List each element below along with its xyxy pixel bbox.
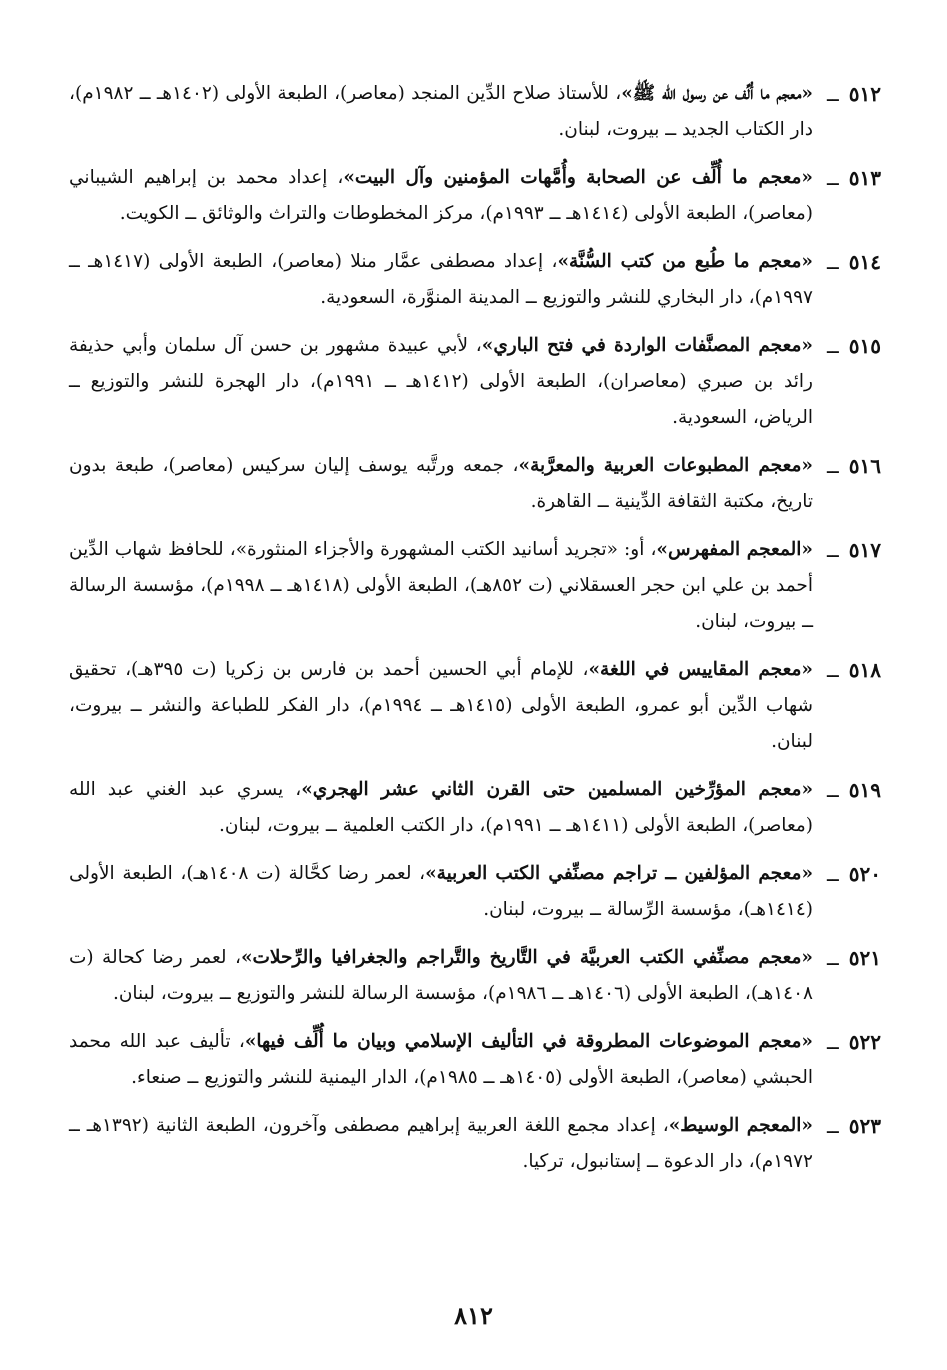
- entry-details: ، إعداد مجمع اللغة العربية إبراهيم مصطفى وآخرون، الطبعة الثانية (١٣٩٢هـ ــ ١٩٧٢م)، دار الدعوة ــ إستانبول، تركيا.: [69, 1115, 813, 1172]
- entry-dash: ــ: [827, 778, 839, 802]
- entry-text: [69, 1108, 813, 1180]
- entry-number-value: ٥١٣: [848, 166, 881, 190]
- entry-number-value: ٥٢٢: [848, 1030, 881, 1054]
- entry-dash: ــ: [827, 454, 839, 478]
- entry-title: «معجم ما أُلِّف عن الصحابة وأُمَّهات المؤمنين وآل البيت»: [343, 167, 813, 188]
- bibliography-entry: [69, 328, 881, 436]
- bibliography-list: [69, 76, 881, 1192]
- entry-number: [813, 328, 881, 364]
- entry-dash: ــ: [827, 1030, 839, 1054]
- entry-text: [69, 940, 813, 1012]
- entry-number: [813, 448, 881, 484]
- entry-text: [69, 244, 813, 316]
- entry-dash: ــ: [827, 658, 839, 682]
- bibliography-entry: [69, 244, 881, 316]
- bibliography-entry: [69, 448, 881, 520]
- bibliography-entry: [69, 772, 881, 844]
- entry-title: «معجم مصنِّفي الكتب العربيَّة في التَّاريخ والتَّراجم والجغرافيا والرِّحلات»: [240, 947, 813, 968]
- entry-title: «معجم المقاييس في اللغة»: [588, 659, 813, 680]
- entry-number-value: ٥١٥: [848, 334, 881, 358]
- entry-text: [69, 856, 813, 928]
- entry-text: [69, 1024, 813, 1096]
- entry-number: [813, 856, 881, 892]
- entry-title: «معجم المصنَّفات الواردة في فتح الباري»: [481, 335, 813, 356]
- entry-details: ، لأبي عبيدة مشهور بن حسن آل سلمان وأبي حذيفة رائد بن صبري (معاصران)، الطبعة الأولى (١٤١٢هـ ــ ١٩٩١م)، دار الهجرة للنشر والتوزيع ــ الرياض، السعودية.: [69, 335, 813, 428]
- page-number: ٨١٢: [454, 1301, 493, 1330]
- entry-text: [69, 160, 813, 232]
- entry-number-value: ٥٢٠: [848, 862, 881, 886]
- entry-details: ، أو: «تجريد أسانيد الكتب المشهورة والأجزاء المنثورة»، للحافظ شهاب الدِّين أحمد بن علي ابن حجر العسقلاني (ت ٨٥٢هـ)، الطبعة الأولى (١٤١٨هـ ــ ١٩٩٨م)، مؤسسة الرسالة ــ بيروت، لبنان.: [69, 539, 813, 632]
- bibliography-entry: [69, 856, 881, 928]
- entry-text: [69, 652, 813, 760]
- entry-title: «المعجم الوسيط»: [668, 1115, 813, 1136]
- entry-details: ، لعمر رضا كحالة (ت ١٤٠٨هـ)، الطبعة الأولى (١٤٠٦هـ ــ ١٩٨٦م)، مؤسسة الرسالة للنشر والتوزيع ــ بيروت، لبنان.: [69, 947, 813, 1004]
- entry-details: ، جمعه ورتَّبه يوسف إليان سركيس (معاصر)، طبعة بدون تاريخ، مكتبة الثقافة الدِّينية ــ القاهرة.: [69, 455, 813, 512]
- entry-number-value: ٥١٩: [848, 778, 881, 802]
- entry-details: ، يسري عبد الغني عبد الله (معاصر)، الطبعة الأولى (١٤١١هـ ــ ١٩٩١م)، دار الكتب العلمية ــ بيروت، لبنان.: [69, 779, 813, 836]
- entry-dash: ــ: [827, 946, 839, 970]
- entry-number-value: ٥٢٣: [848, 1114, 881, 1138]
- entry-number-value: ٥١٧: [848, 538, 881, 562]
- entry-dash: ــ: [827, 166, 839, 190]
- entry-title: «معجم المؤلفين ــ تراجم مصنِّفي الكتب العربية»: [425, 863, 814, 884]
- entry-details: ، إعداد محمد بن إبراهيم الشيباني (معاصر)، الطبعة الأولى (١٤١٤هـ ــ ١٩٩٣م)، مركز المخطوطات والتراث والوثائق ــ الكويت.: [69, 167, 813, 224]
- entry-number: [813, 940, 881, 976]
- bibliography-entry: [69, 1108, 881, 1180]
- entry-number-value: ٥٢١: [848, 946, 881, 970]
- entry-number: [813, 532, 881, 568]
- entry-text: [69, 328, 813, 436]
- entry-details: ، لعمر رضا كحَّالة (ت ١٤٠٨هـ)، الطبعة الأولى (١٤١٤هـ)، مؤسسة الرِّسالة ــ بيروت، لبنان.: [69, 863, 813, 920]
- entry-text: [69, 772, 813, 844]
- entry-text: [69, 532, 813, 640]
- bibliography-entry: [69, 160, 881, 232]
- entry-dash: ــ: [827, 250, 839, 274]
- entry-dash: ــ: [827, 862, 839, 886]
- entry-title: «المعجم المفهرس»: [656, 539, 813, 560]
- entry-details: ، للأستاذ صلاح الدِّين المنجد (معاصر)، الطبعة الأولى (١٤٠٢هـ ــ ١٩٨٢م)، دار الكتاب الجديد ــ بيروت، لبنان.: [69, 83, 813, 140]
- entry-title: «معجم المطبوعات العربية والمعرَّبة»: [518, 455, 813, 476]
- bibliography-entry: [69, 940, 881, 1012]
- entry-number-value: ٥١٦: [848, 454, 881, 478]
- entry-text: [69, 448, 813, 520]
- entry-number: [813, 244, 881, 280]
- entry-number-value: ٥١٨: [848, 658, 881, 682]
- entry-number-value: ٥١٤: [848, 250, 881, 274]
- entry-details: ، إعداد مصطفى عمَّار منلا (معاصر)، الطبعة الأولى (١٤١٧هـ ــ ١٩٩٧م)، دار البخاري للنشر والتوزيع ــ المدينة المنوَّرة، السعودية.: [69, 251, 813, 308]
- entry-text: [69, 76, 813, 148]
- entry-number: [813, 1108, 881, 1144]
- entry-number: [813, 652, 881, 688]
- entry-dash: ــ: [827, 538, 839, 562]
- entry-title: «معجم الموضوعات المطروقة في التأليف الإسلامي وبيان ما أُلِّف فيها»: [244, 1031, 813, 1052]
- entry-number-value: ٥١٢: [848, 82, 881, 106]
- entry-title: «معجم ما طُبع من كتب السُّنَّة»: [557, 251, 813, 272]
- entry-dash: ــ: [827, 1114, 839, 1138]
- bibliography-entry: [69, 1024, 881, 1096]
- entry-title: «معجم المؤرِّخين المسلمين حتى القرن الثاني عشر الهجري»: [301, 779, 814, 800]
- bibliography-entry: [69, 652, 881, 760]
- entry-number: [813, 1024, 881, 1060]
- bibliography-entry: [69, 532, 881, 640]
- entry-number: [813, 772, 881, 808]
- entry-dash: ــ: [827, 82, 839, 106]
- entry-title: «معجم ما أُلِّف عن رسول الله ﷺ»: [621, 83, 813, 104]
- entry-dash: ــ: [827, 334, 839, 358]
- entry-number: [813, 76, 881, 112]
- entry-details: ، تأليف عبد الله محمد الحبشي (معاصر)، الطبعة الأولى (١٤٠٥هـ ــ ١٩٨٥م)، الدار اليمنية للنشر والتوزيع ــ صنعاء.: [69, 1031, 813, 1088]
- entry-details: ، للإمام أبي الحسين أحمد بن فارس بن زكريا (ت ٣٩٥هـ)، تحقيق شهاب الدِّين أبو عمرو، الطبعة الأولى (١٤١٥هـ ــ ١٩٩٤م)، دار الفكر للطباعة والنشر ــ بيروت، لبنان.: [69, 659, 813, 752]
- bibliography-entry: [69, 76, 881, 148]
- entry-number: [813, 160, 881, 196]
